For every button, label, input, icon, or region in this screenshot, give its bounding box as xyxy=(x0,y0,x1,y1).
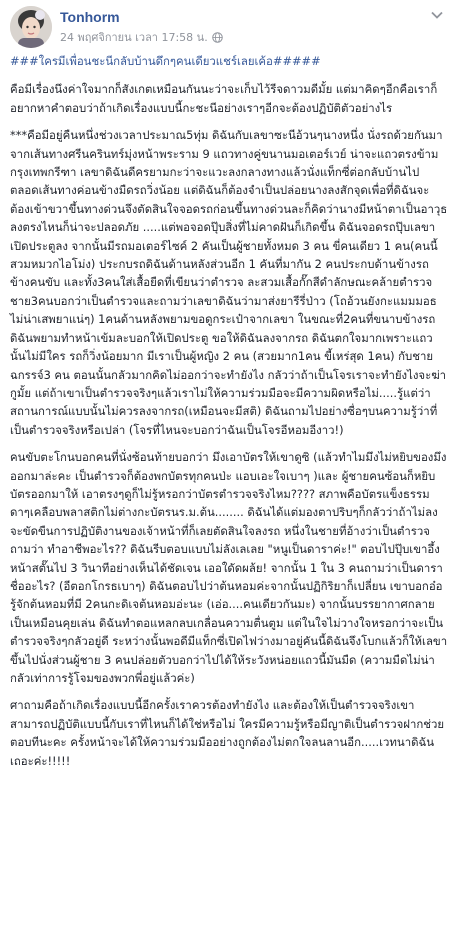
post-header xyxy=(0,0,456,44)
post-paragraph: คือมีเรื่องนึงค่าใจมากก็สังเกตเหมือนกันนะว่าจะเก็บไว้รีจดาวมดีมั้ย แต่มาคิดๆอีกคือเราก็อยากหาคำตอบว่าถ้าเกิดเรื่องแบบนี้กะชะนีอย่างเราๆอีกจะต้องปฏิบัติตัวอย่างไร xyxy=(10,82,438,115)
post-timestamp[interactable]: 24 พฤศจิกายน เวลา 17:58 น. xyxy=(60,31,208,44)
globe-icon[interactable] xyxy=(212,32,223,43)
post-meta xyxy=(60,28,223,46)
chevron-down-icon[interactable] xyxy=(430,8,444,22)
post-paragraph: ศาถามคือถ้าเกิดเรื่องแบบนี้อีกครั้งเราควรต้องทำยังไง และต้องให้เป็นตำรวจจริงเขาสามารถปฏิบัติแบบนี้กับเราที่ไหนก็ได้ใช่หรือไม่ ใครมีความรู้หรือมีญาติเป็นตำรวจฝากช่วยตอบทีนะคะ ครั้งหน้าจะได้ให้ความร่วมมืออย่างถูกต้องไม่ตกใจลนลานอีก.....เวทนาดิฉันเถอะค่ะ!!!!! xyxy=(10,698,445,768)
post-paragraph: คนขับตะโกนบอกคนที่นั่งซ้อนท้ายบอกว่า มึงเอาบัตรให้เขาดูซิ (แล้วทำไมมึงไม่หยิบของมึงออกมาล่ะคะ เป็นตำรวจก็ต้องพกบัตรทุกคนป่ะ แอบเอะใจเบาๆ )และ ผู้ชายคนซ้อนก็หยิบบัตรออกมาให้ เอาตรงๆดูก็ไม่รู้หรอกว่าบัตรตำรวจจริงไหม???? สภาพคือบัตรแข็งธรรมดาๆเคลือบพลาสติกไม่ต่างกะบัตรนร.ม.ต้น........ ดิฉันได้แต่มองตาปริบๆก็กลัวว่าถ้าไม่ลงจะขัดขืนการปฏิบัติงานของเจ้าหน้าที่ก็เลยตัดสินใจลงรถ หนึ่งในชายที่อ้างว่าเป็นตำรวจถามว่า ทำอาชีพอะไร?? ดิฉันรีบตอบแบบไม่ลังเลเลย "หนูเป็นดาราค่ะ!" ตอบไปปุ๊บเขาอึ้ง หน้าสตั๊นไป 3 วินาทีอย่างเห็นได้ชัดเจน เออใดัดผล้ย! จากนั้น 1 ใน 3 คนถามว่าเป็นดาราชื่ออะไร? (อีตอกโกรธเบาๆ) ดิฉันตอบไปว่าต้นหอมค่ะจากนั้นปฏิกิริยาก็เปลี่ยน เขาบอกอ๋อรู้จักต้นหอมที่มี 2คนกะดิเจต้นหอมอ่ะนะ (เอ่อ....คนเดียวกันมะ) จากนั้นบรรยากาศกลายเป็นเหมือนคุยเล่น ดิฉันทำตอแหลกลบเกลื่อนความตื่นตูม แต่ในใจไม่วางใจหรอกว่าจะเป็นตำรวจจริงๆกลัวอยู่ดี ระหว่างนั้นพอดีมีแท็กซี่เปิดไฟว่างมาอยู่คันนี้ดิฉันจึงโบกแล้วก็ให้เลขาขึ้นไปนั่งส่วนผู้ชาย 3 คนปล่อยตัวบอกว่าไปได้ให้ระวังหน่อยแถวนี้มันมืด (ความมืดไม่น่ากลัวเท่าการรู้โจมของพวกพี่อยู่แล้วค่ะ) xyxy=(10,450,448,685)
post-headline[interactable]: ###ใครมีเพื่อนชะนีกลับบ้านดึกๆคนเดียวแชร์เลยเค้อ##### xyxy=(10,54,321,68)
avatar-image xyxy=(10,6,52,48)
avatar[interactable] xyxy=(10,6,52,48)
post-paragraph: ***คือมีอยู่คืนหนึ่งช่วงเวลาประมาณ5ทุ่ม ดิฉันกับเลขาซะนีอ้วนๆนางหนึ่ง นั่งรถด้วยกันมาจากเส้นทางศรีนครินทร์มุ่งหน้าพระราม 9 แถวทางคู่ขนานมอเตอร์เวย์ น่าจะแถวตรงข้ามกรุงเทพกรีฑา เลขาดิฉันดีครยามกะว่าจะแวะลงกลางทางแล้วนั่งแท็กซี่ต่อกลับบ้านไป ตลอดเส้นทางค่อนข้างมืดรถวิ่งน้อย แต่ดิฉันก็ต้องจำเป็นปล่อยนางลงสักจุดเพื่อที่ดิฉันจะต้องเข้าขวาขึ้นทางด่วนจึงตัดสินใจจอดรถก่อนขึ้นทางด่วนละก็คิดว่านางมีหน้าตาเป็นอาวุธลงตรงไหนก็น่าจะปลอดภัย .....แต่พอจอดปุ๊บสิ่งที่ไม่คาดฝันก็เกิดขึ้น ดิฉันจอดรถปุ๊บเลขาเปิดประตูลง จากนั้นมีรถมอเตอร์ไซค์ 2 คันเป็นผู้ชายทั้งหมด 3 คน ขี่คนเดียว 1 คน(คนนี้สวมหมวกไอโม่ง) ประกบรถดิฉันด้านหลังส่วนอีก 1 คันที่มากัน 2 คนประกบด้านข้างรถข้างคนขับ และทั้ง3คนใส่เสื้อยืดที่เขียนว่าตำรวจ ละสวมเสื้อกั๊กสีดำลักษณะคล้ายตำรวจ ชาย3คนบอกว่าเป็นตำรวจและถามว่าเลขาดิฉันว่ามาส่งยารีรี่ป่าว (โถอ้วนยังกะแมมมอธไม่น่าเสพยาแน่ๆ) 1คนด้านหลังพยามขอดูกระเป๋าจากเลขา ในขณะที่2คนที่ขนาบข้างรถดิฉันพยามทำหน้าเข้มละบอกให้เปิดประตู ขอให้ดิฉันลงจากรถ ดิฉันตกใจมากเพราะแถวนั้นไม่มีใคร รถก็วิ่งน้อยมาก มีเราเป็นผู้หญิง 2 คน (สวยมาก1คน ขี้เหร่สุด 1คน) กับชายฉกรรจ์3 คน ตอนนั้นกลัวมากคิดไม่ออกว่าจะทำยังไง กลัวว่าถ้าเป็นโจรเราจะทำยังไงจะฆ่ากูมั้ย แต่ถ้าเขาเป็นตำรวจจริงๆแล้วเราไม่ให้ความร่วมมือจะมีความผิดหรือไม่.....รู้แต่ว่าสถานการณ์แบบนั้นไม่ควรลงจากรถ(เหมือนจะมีสติ) ดิฉันถามไปอย่างซื่อๆบนความรู้ว่าที่เป็นตำรวจจริงหรือเปล่า (โจรที่ไหนจะบอกว่าฉันเป็นโจรอีหอมอีงาว!) xyxy=(10,128,448,437)
post-body xyxy=(10,52,448,779)
author-name[interactable]: Tonhorm xyxy=(60,9,120,25)
